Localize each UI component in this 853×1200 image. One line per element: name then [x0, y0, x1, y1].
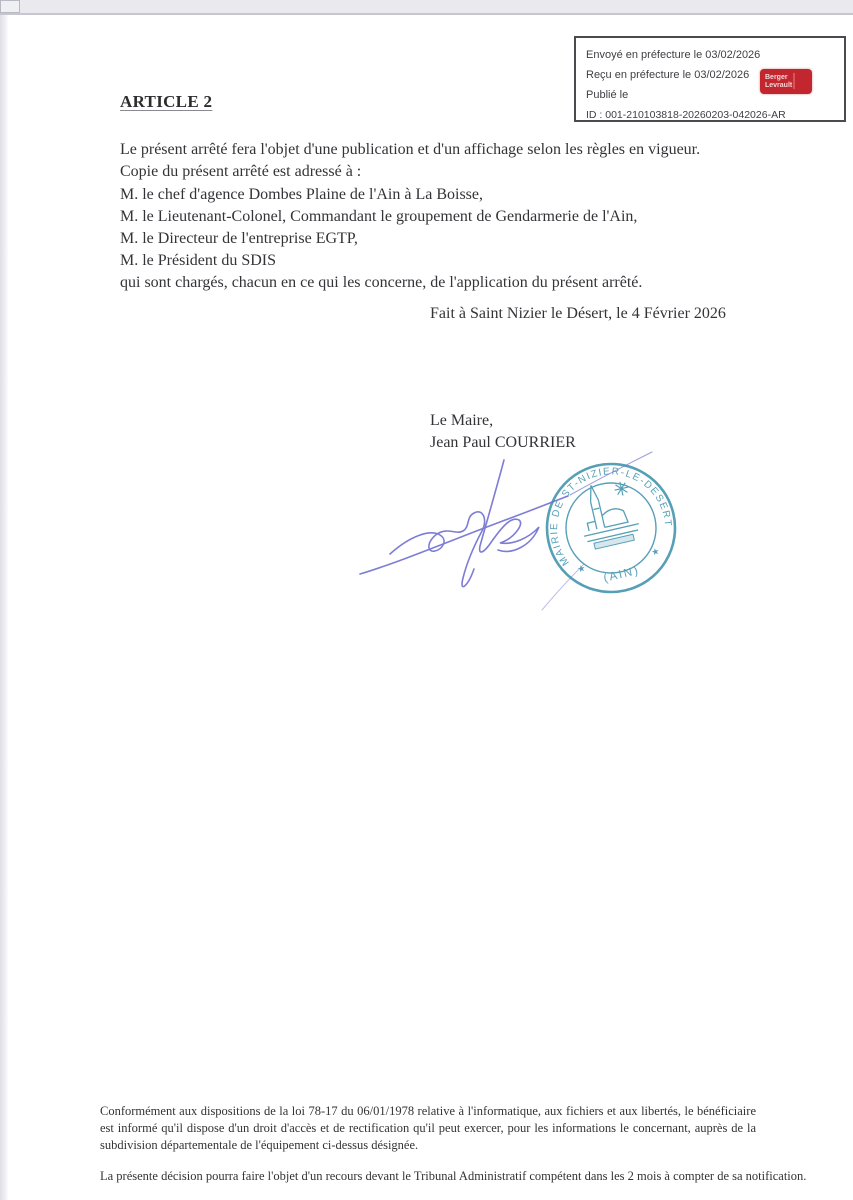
prefecture-stamp-box — [574, 36, 846, 122]
footer-privacy-paragraph: Conformément aux dispositions de la loi 78-17 du 06/01/1978 relative à l'informatique, aux fichiers et aux libertés, le bénéficiaire est informé qu'il dispose d'un droit d'accès et de rectification qu'il peut exercer, pour les informations le concernant, auprès de la subdivision départementale de l'équipement ci-dessus désignée. — [100, 1104, 756, 1152]
recipient-line: M. le Président du SDIS — [120, 252, 276, 269]
body-paragraph-2: Copie du présent arrêté est adressé à : — [120, 163, 362, 180]
body-closing-line: qui sont chargés, chacun en ce qui les concerne, de l'application du présent arrêté. — [120, 274, 643, 291]
logo-text-line2: Levrault — [765, 82, 793, 89]
berger-levrault-logo — [760, 69, 812, 94]
stamp-bottom-text: (AIN) — [602, 564, 642, 585]
stamp-star-right-icon: ★ — [650, 545, 661, 558]
recipient-line: M. le chef d'agence Dombes Plaine de l'Ain à La Boisse, — [120, 186, 483, 203]
prefecture-published-line: Publié le — [586, 89, 629, 101]
recipient-line: M. le Directeur de l'entreprise EGTP, — [120, 230, 358, 247]
scan-edge-corner — [0, 0, 20, 13]
signatory-title: Le Maire, — [430, 412, 494, 429]
prefecture-sent-line: Envoyé en préfecture le 03/02/2026 — [586, 49, 761, 61]
recipient-line: M. le Lieutenant-Colonel, Commandant le groupement de Gendarmerie de l'Ain, — [120, 208, 638, 225]
scan-edge-left — [0, 15, 8, 1200]
prefecture-received-line: Reçu en préfecture le 03/02/2026 — [586, 69, 750, 81]
body-paragraph-1: Le présent arrêté fera l'objet d'une publication et d'un affichage selon les règles en vigueur. — [120, 141, 701, 158]
signatory-name: Jean Paul COURRIER — [430, 434, 576, 451]
handwritten-signature — [352, 442, 662, 612]
prefecture-id-line: ID : 001-210103818-20260203-042026-AR — [586, 109, 786, 121]
stamp-top-text: MAIRIE DE ST-NIZIER-LE-DESERT — [548, 466, 674, 568]
scan-edge-top — [0, 0, 853, 15]
dateline: Fait à Saint Nizier le Désert, le 4 Février 2026 — [430, 305, 726, 322]
footer-appeal-paragraph: La présente décision pourra faire l'objet d'un recours devant le Tribunal Administratif compétent dans les 2 mois à compter de sa notification. — [100, 1169, 807, 1183]
stamp-star-left-icon: ★ — [576, 562, 587, 575]
article-heading: ARTICLE 2 — [120, 92, 213, 111]
logo-mark-icon — [793, 73, 809, 89]
logo-text-line1: Berger — [765, 74, 788, 81]
